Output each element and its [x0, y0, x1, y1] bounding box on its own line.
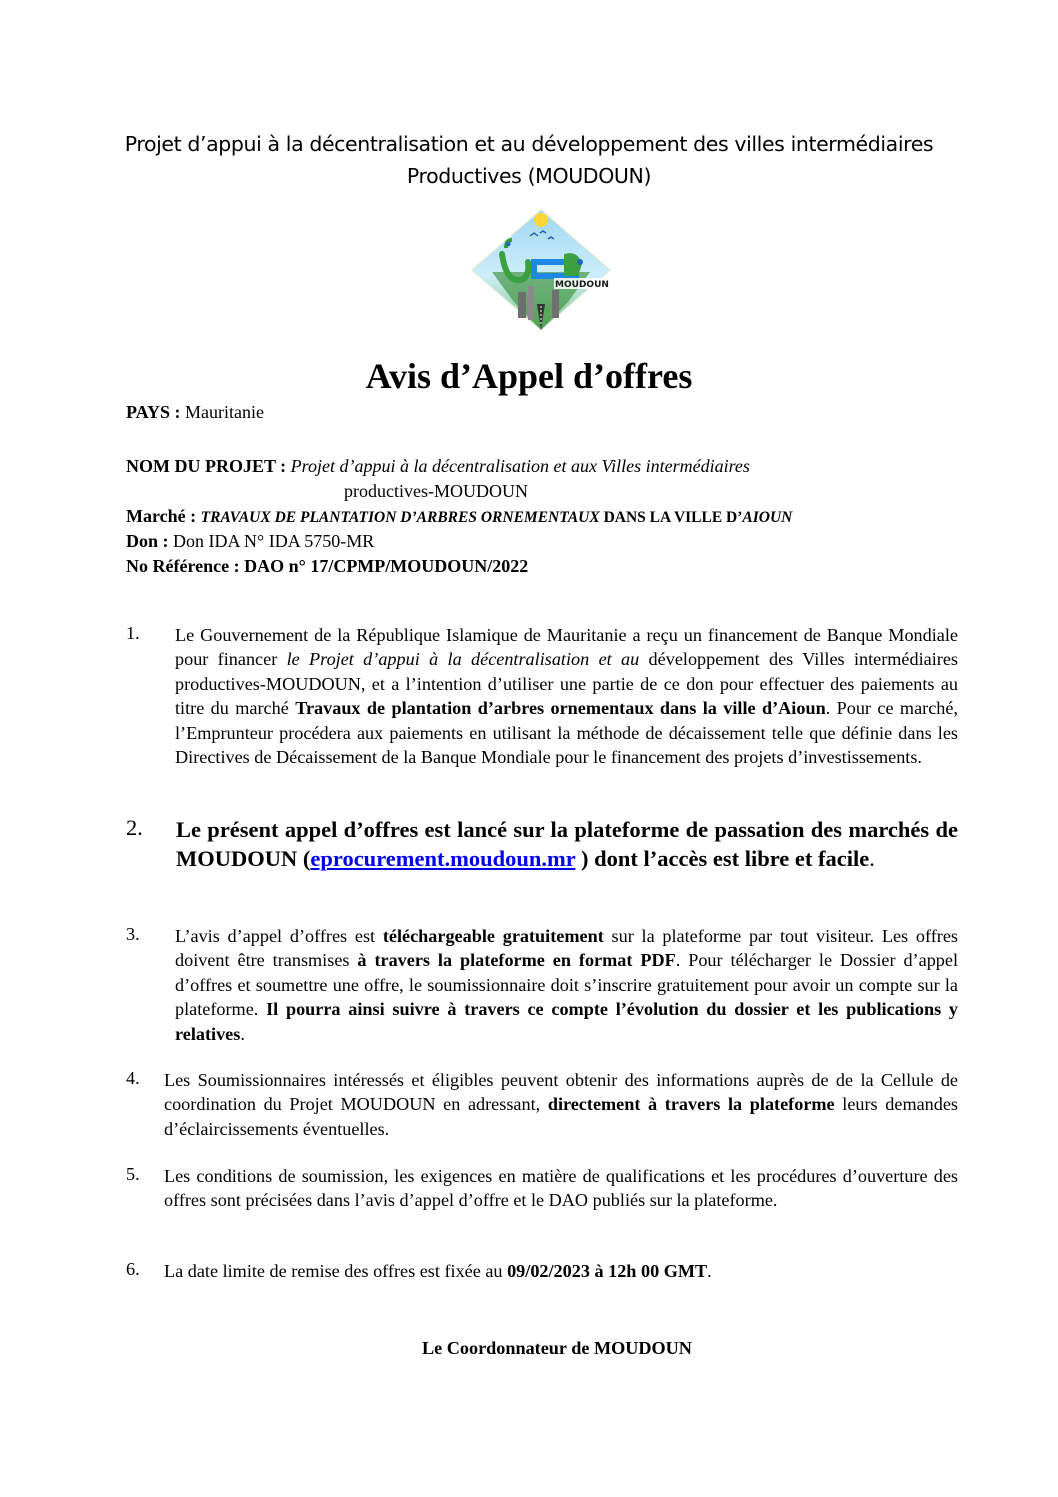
market-label: Marché :: [126, 506, 197, 526]
market-line: [126, 504, 792, 530]
item-paragraph-4: [164, 1068, 958, 1141]
item-number-3: 3.: [126, 924, 140, 944]
item-1-text-d: Travaux de plantation d’arbres ornementaux dans la ville d’Aioun: [295, 698, 826, 719]
item-number-1: 1.: [126, 623, 140, 643]
item-number-6: 6.: [126, 1259, 140, 1279]
item-3-text-d: à travers la plateforme en format PDF: [357, 950, 676, 971]
market-value-part-3: AIOUN: [742, 509, 793, 526]
item-paragraph-2: [176, 815, 958, 873]
item-3-text-e: . Pour télécharger le Dossier d’appel d’offres et soumettre une offre, le soumissionnaire doit s’inscrire gratuitement pour avoir un compte sur la plateforme.: [175, 950, 959, 1020]
item-4-text-a: Les Soumissionnaires intéressés et éligibles peuvent obtenir des informations auprès de de la Cellule de coordination du Projet MOUDOUN en adressant,: [164, 1070, 958, 1115]
eprocurement-link[interactable]: eprocurement.moudoun.mr: [310, 846, 576, 871]
country-value: Mauritanie: [185, 402, 264, 422]
project-header: [60, 128, 998, 192]
market-value-part-2: DANS LA VILLE D’: [599, 509, 743, 526]
item-3-text-a: L’avis d’appel d’offres est: [175, 926, 383, 946]
item-paragraph-6: [164, 1259, 958, 1283]
grant-label: Don :: [126, 531, 169, 551]
item-2-text-c: .: [869, 846, 875, 871]
logo-text: MOUDOUN: [555, 280, 609, 290]
project-name-line: [126, 454, 750, 478]
item-3-text-g: .: [240, 1023, 245, 1044]
market-value-part-1: TRAVAUX DE PLANTATION D’ARBRES ORNEMENTAUX: [200, 509, 600, 526]
project-header-line-1: Projet d’appui à la décentralisation et au développement des villes intermédiaires: [124, 132, 934, 156]
item-4-text-c: leurs demandes d’éclaircissements éventuelles.: [164, 1094, 959, 1139]
item-number-4: 4.: [126, 1068, 140, 1088]
item-paragraph-3: [175, 924, 958, 1046]
item-4-text-b: directement à travers la plateforme: [547, 1094, 835, 1115]
item-number-2: 2.: [126, 815, 143, 840]
item-5-text-a: Les conditions de soumission, les exigences en matière de qualifications et les procédures d’ouverture des offres sont précisées dans l’avis d’appel d’offre et le DAO publiés sur la plateforme.: [164, 1166, 958, 1211]
grant-value: Don IDA N° IDA 5750-MR: [173, 531, 375, 551]
item-3-text-f: Il pourra ainsi suivre à travers ce compte l’évolution du dossier et les publications y relatives: [175, 999, 958, 1044]
project-name-label: NOM DU PROJET :: [126, 456, 287, 476]
project-name-value-line-2: productives-MOUDOUN: [344, 481, 528, 501]
moudoun-logo-icon: [468, 206, 614, 334]
item-6-deadline: 09/02/2023 à 12h 00 GMT: [507, 1261, 708, 1281]
country-line: [126, 400, 264, 424]
project-name-value: Projet d’appui à la décentralisation et aux Villes intermédiaires: [290, 456, 750, 476]
project-header-line-2: Productives (MOUDOUN): [406, 164, 652, 188]
item-3-text-b: téléchargeable gratuitement: [382, 926, 604, 946]
item-1-text-c: développement des Villes intermédiaires productives-MOUDOUN, et a l’intention d’utiliser une partie de ce don pour effectuer des paiements au titre du marché: [175, 649, 958, 719]
item-6-text-c: .: [707, 1261, 712, 1281]
item-1-text-e: . Pour ce marché, l’Emprunteur procédera aux paiements en utilisant la méthode de décaissement telle que définie dans les Directives de Décaissement de la Banque Mondiale pour le financement des projets d’investissements.: [175, 698, 958, 768]
item-2-text-a: Le présent appel d’offres est lancé sur la plateforme de passation des marchés de MOUDOUN (: [176, 817, 958, 871]
item-number-5: 5.: [126, 1164, 140, 1184]
page-title: Avis d’Appel d’offres: [365, 356, 693, 396]
item-paragraph-1: [175, 623, 958, 769]
item-paragraph-5: [164, 1164, 958, 1213]
item-6-text-a: La date limite de remise des offres est fixée au: [164, 1261, 508, 1281]
item-1-text-b: le Projet d’appui à la décentralisation et au: [286, 649, 640, 670]
item-2-text-b: ) dont l’accès est libre et facile: [575, 846, 870, 871]
item-3-text-c: sur la plateforme par tout visiteur. Les offres doivent être transmises: [175, 926, 958, 971]
reference-line: No Référence : DAO n° 17/CPMP/MOUDOUN/2022: [126, 556, 529, 576]
signature: Le Coordonnateur de MOUDOUN: [422, 1338, 692, 1358]
item-1-text-a: Le Gouvernement de la République Islamique de Mauritanie a reçu un financement de Banque Mondiale pour financer: [175, 625, 958, 670]
country-label: PAYS :: [126, 402, 181, 422]
grant-line: [126, 529, 374, 553]
